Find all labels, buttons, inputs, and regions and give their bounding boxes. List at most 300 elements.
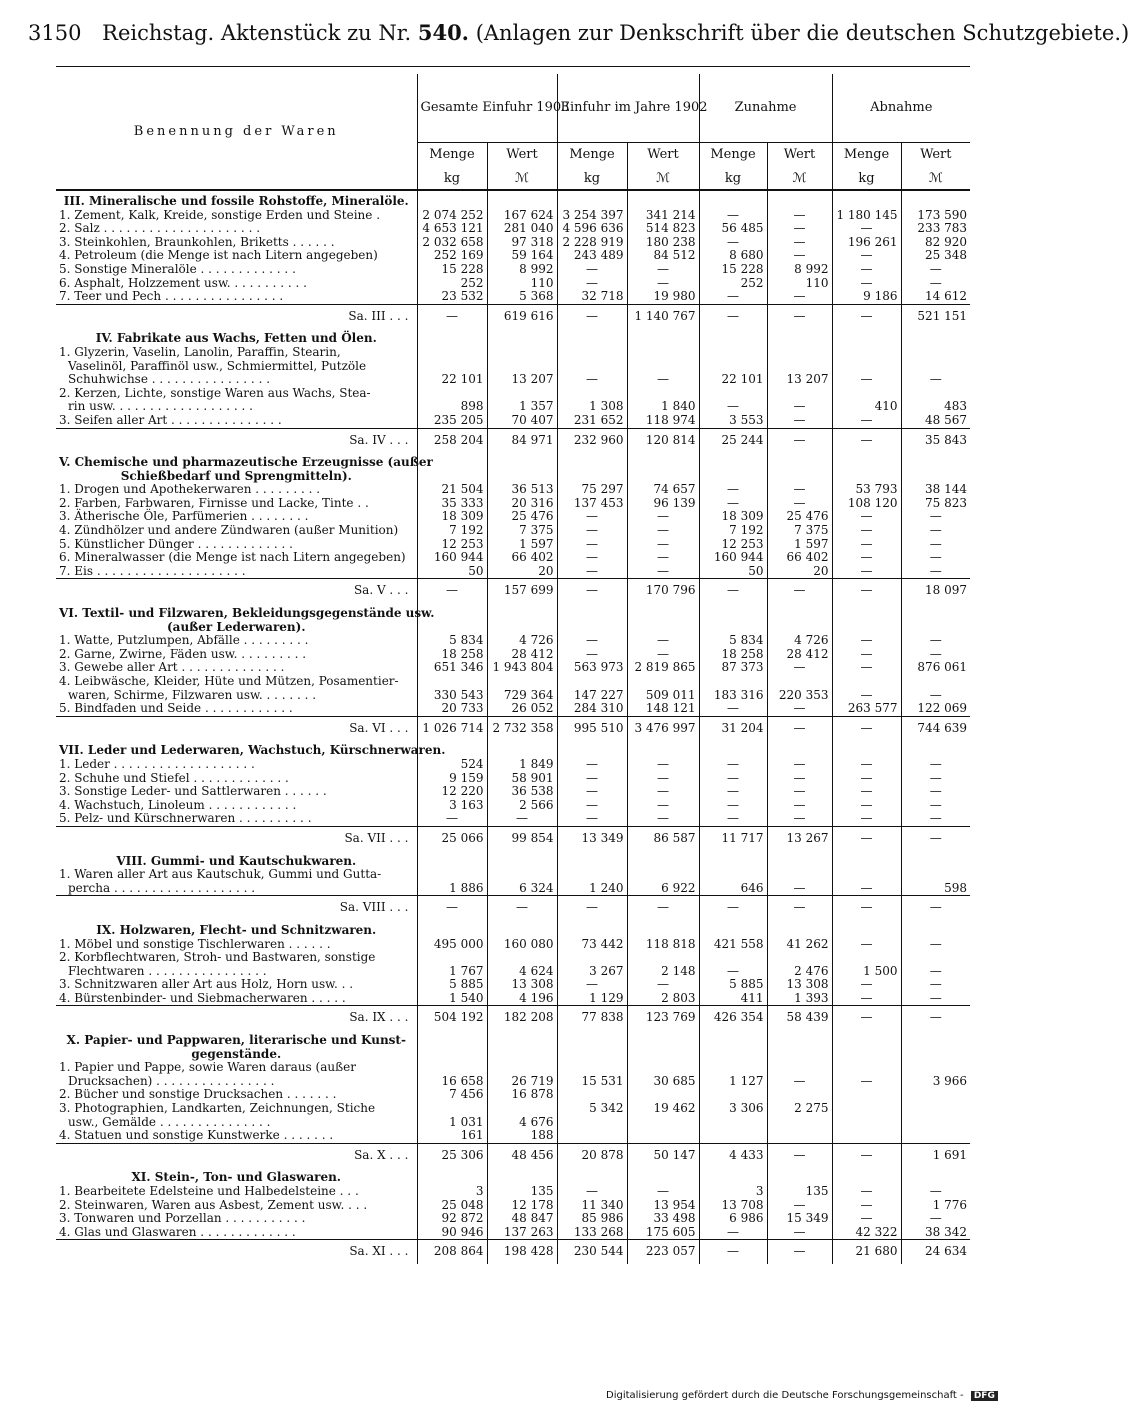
cell-value: 42 322 [832, 1226, 901, 1240]
cell-value [901, 470, 970, 484]
cell-value: — [832, 304, 901, 328]
cell-value: 20 [487, 565, 557, 579]
cell-value: 898 [417, 400, 487, 414]
section-header-row [56, 603, 970, 621]
cell-value [627, 328, 699, 346]
table-row [56, 1061, 970, 1075]
table-row [56, 758, 970, 772]
cell-value: 135 [487, 1185, 557, 1199]
cell-value: 258 204 [417, 428, 487, 452]
cell-value: — [699, 483, 767, 497]
cell-value [901, 740, 970, 758]
cell-value: 2 074 252 [417, 209, 487, 223]
row-label: VIII. Gummi- und Kautschukwaren. [116, 853, 357, 868]
cell-value [832, 190, 901, 209]
cell-value: 35 333 [417, 497, 487, 511]
cell-value: — [901, 263, 970, 277]
cell-value: — [767, 236, 832, 250]
cell-value: 32 718 [557, 290, 627, 304]
cell-value: — [767, 304, 832, 328]
cell-value: — [767, 400, 832, 414]
cell-value [767, 190, 832, 209]
cell-value: — [557, 1185, 627, 1199]
cell-value: — [832, 510, 901, 524]
cell-value [627, 1048, 699, 1062]
cell-value [487, 868, 557, 882]
cell-value: — [832, 772, 901, 786]
cell-value: 8 992 [767, 263, 832, 277]
subheader-menge: Menge [832, 142, 901, 168]
cell-value: — [699, 579, 767, 603]
cell-value [832, 920, 901, 938]
cell-value: — [627, 799, 699, 813]
cell-value: 18 309 [417, 510, 487, 524]
cell-value: 58 439 [767, 1006, 832, 1030]
row-label: 2. Schuhe und Stiefel . . . . . . . . . . . . . [59, 770, 289, 785]
cell-value: — [627, 373, 699, 387]
cell-value: 1 540 [417, 992, 487, 1006]
table-body [56, 190, 970, 1264]
cell-value: 5 885 [417, 978, 487, 992]
cell-value: 36 513 [487, 483, 557, 497]
cell-value: 2 476 [767, 965, 832, 979]
cell-value [417, 1048, 487, 1062]
cell-value: — [627, 896, 699, 920]
cell-value: 53 793 [832, 483, 901, 497]
cell-value [557, 1048, 627, 1062]
subheader-menge: Menge [417, 142, 487, 168]
cell-value [699, 868, 767, 882]
cell-value: 148 121 [627, 702, 699, 716]
cell-value: 1 886 [417, 882, 487, 896]
cell-value: 41 262 [767, 938, 832, 952]
cell-value: 330 543 [417, 689, 487, 703]
cell-value: 646 [699, 882, 767, 896]
cell-value [557, 851, 627, 869]
row-label: 4. Zündhölzer und andere Zündwaren (außer Munition) [59, 523, 399, 538]
row-label: 5. Sonstige Mineralöle . . . . . . . . . . . . . [59, 261, 296, 276]
cell-value: 4 676 [487, 1116, 557, 1130]
row-label: 3. Gewebe aller Art . . . . . . . . . . . . . . [59, 660, 285, 675]
row-label: 2. Salz . . . . . . . . . . . . . . . . . . . . . [59, 221, 261, 236]
cell-value: 1 597 [487, 538, 557, 552]
cell-value [699, 951, 767, 965]
cell-value: — [627, 277, 699, 291]
cell-value [699, 920, 767, 938]
cell-value: 426 354 [699, 1006, 767, 1030]
cell-value: 232 960 [557, 428, 627, 452]
cell-value [417, 470, 487, 484]
cell-value [417, 328, 487, 346]
cell-value: 16 878 [487, 1088, 557, 1102]
cell-value: — [767, 497, 832, 511]
row-label: 5. Pelz- und Kürschnerwaren . . . . . . . . . . [59, 811, 312, 826]
row-label: 7. Teer und Pech . . . . . . . . . . . . . . . . [59, 289, 284, 304]
cell-value [901, 920, 970, 938]
cell-value: — [557, 896, 627, 920]
cell-value: 1 776 [901, 1199, 970, 1213]
row-label: 4. Wachstuch, Linoleum . . . . . . . . . . . . [59, 797, 297, 812]
cell-value: 18 258 [699, 648, 767, 662]
cell-value: — [699, 702, 767, 716]
cell-value: 243 489 [557, 249, 627, 263]
cell-value: 4 624 [487, 965, 557, 979]
table-row [56, 346, 970, 360]
cell-value: — [901, 510, 970, 524]
table-row [56, 689, 970, 703]
cell-value: — [557, 510, 627, 524]
cell-value [487, 920, 557, 938]
cell-value [901, 1116, 970, 1130]
cell-value: 22 101 [699, 373, 767, 387]
cell-value: 3 476 997 [627, 716, 699, 740]
cell-value: 118 818 [627, 938, 699, 952]
cell-value [417, 1061, 487, 1075]
row-label: 1. Papier und Pappe, sowie Waren daraus (außer [59, 1060, 356, 1075]
cell-value [767, 328, 832, 346]
cell-value: 410 [832, 400, 901, 414]
cell-value: — [901, 772, 970, 786]
cell-value: — [627, 758, 699, 772]
cell-value: — [557, 277, 627, 291]
cell-value [557, 346, 627, 360]
cell-value: 1 240 [557, 882, 627, 896]
cell-value: — [627, 510, 699, 524]
cell-value: — [901, 896, 970, 920]
cell-value: 12 253 [699, 538, 767, 552]
cell-value: 86 587 [627, 826, 699, 850]
cell-value [901, 387, 970, 401]
cell-value [767, 851, 832, 869]
cell-value [767, 1048, 832, 1062]
cell-value: 25 348 [901, 249, 970, 263]
cell-value [901, 1030, 970, 1048]
cell-value [487, 740, 557, 758]
cell-value [627, 190, 699, 209]
table-row [56, 675, 970, 689]
unit-kg: kg [832, 168, 901, 190]
section-header-row [56, 1167, 970, 1185]
cell-value [901, 1102, 970, 1116]
cell-value [417, 621, 487, 635]
cell-value: 74 657 [627, 483, 699, 497]
cell-value: — [901, 812, 970, 826]
cell-value: — [557, 799, 627, 813]
cell-value: — [699, 772, 767, 786]
cell-value: — [767, 414, 832, 428]
cell-value: — [832, 538, 901, 552]
cell-value: 48 456 [487, 1143, 557, 1167]
cell-value: 1 500 [832, 965, 901, 979]
cell-value: 21 504 [417, 483, 487, 497]
section-header-row [56, 1048, 970, 1062]
cell-value: — [832, 785, 901, 799]
cell-value: 12 253 [417, 538, 487, 552]
cell-value: 16 658 [417, 1075, 487, 1089]
cell-value: 50 [417, 565, 487, 579]
cell-value [557, 360, 627, 374]
cell-value [487, 190, 557, 209]
cell-value: 50 147 [627, 1143, 699, 1167]
cell-value: — [557, 978, 627, 992]
cell-value: 3 163 [417, 799, 487, 813]
cell-value [832, 346, 901, 360]
cell-value: — [557, 785, 627, 799]
cell-value [699, 1048, 767, 1062]
cell-value: — [832, 1185, 901, 1199]
row-label: rin usw. . . . . . . . . . . . . . . . . . . [68, 399, 253, 414]
cell-value: 48 567 [901, 414, 970, 428]
cell-value [901, 452, 970, 470]
cell-value: — [699, 236, 767, 250]
cell-value: — [832, 524, 901, 538]
cell-value [627, 1061, 699, 1075]
row-label: 2. Steinwaren, Waren aus Asbest, Zement usw. . . . [59, 1197, 368, 1212]
cell-value: — [901, 565, 970, 579]
cell-value: 3 [699, 1185, 767, 1199]
subheader-wert: Wert [767, 142, 832, 168]
cell-value: — [627, 565, 699, 579]
cell-value: 13 308 [487, 978, 557, 992]
cell-value: 514 823 [627, 222, 699, 236]
row-label: usw., Gemälde . . . . . . . . . . . . . . . [68, 1114, 271, 1129]
cell-value: — [832, 812, 901, 826]
cell-value [417, 346, 487, 360]
row-label: V. Chemische und pharmazeutische Erzeugnisse (außer [59, 455, 433, 470]
sum-row [56, 428, 970, 452]
cell-value: 2 819 865 [627, 661, 699, 675]
cell-value: — [767, 812, 832, 826]
cell-value: — [901, 524, 970, 538]
cell-value: 87 373 [699, 661, 767, 675]
cell-value [487, 360, 557, 374]
cell-value: 1 140 767 [627, 304, 699, 328]
cell-value: 208 864 [417, 1240, 487, 1264]
cell-value [487, 951, 557, 965]
cell-value: 5 834 [699, 634, 767, 648]
cell-value: 7 375 [487, 524, 557, 538]
cell-value [901, 1088, 970, 1102]
cell-value: 13 207 [767, 373, 832, 387]
cell-value: 744 639 [901, 716, 970, 740]
cell-value: — [699, 799, 767, 813]
cell-value: 24 634 [901, 1240, 970, 1264]
row-label: Flechtwaren . . . . . . . . . . . . . . . . [68, 963, 267, 978]
cell-value: — [901, 1006, 970, 1030]
row-label: Sa. X . . . [56, 1143, 417, 1167]
cell-value: 13 708 [699, 1199, 767, 1213]
cell-value: 99 854 [487, 826, 557, 850]
cell-value: 3 254 397 [557, 209, 627, 223]
section-header-row [56, 470, 970, 484]
section-header-row [56, 621, 970, 635]
table-row [56, 510, 970, 524]
cell-value: 188 [487, 1129, 557, 1143]
import-table [56, 74, 970, 1264]
cell-value: 7 192 [417, 524, 487, 538]
cell-value: — [767, 428, 832, 452]
cell-value: 147 227 [557, 689, 627, 703]
table-row [56, 538, 970, 552]
cell-value: 4 653 121 [417, 222, 487, 236]
row-label: percha . . . . . . . . . . . . . . . . . . . [68, 880, 256, 895]
cell-value [901, 603, 970, 621]
cell-value: 15 531 [557, 1075, 627, 1089]
footer [606, 1390, 998, 1401]
cell-value [487, 452, 557, 470]
cell-value [767, 1116, 832, 1130]
cell-value: 33 498 [627, 1212, 699, 1226]
cell-value: 233 783 [901, 222, 970, 236]
cell-value [627, 920, 699, 938]
row-label: X. Papier- und Pappwaren, literarische und Kunst- [66, 1033, 406, 1048]
cell-value: — [832, 579, 901, 603]
cell-value: — [767, 249, 832, 263]
cell-value [901, 621, 970, 635]
cell-value: 25 244 [699, 428, 767, 452]
row-label: 1. Möbel und sonstige Tischlerwaren . . . . . . [59, 936, 331, 951]
cell-value: 619 616 [487, 304, 557, 328]
table-row [56, 1226, 970, 1240]
table-row [56, 702, 970, 716]
cell-value: 2 732 358 [487, 716, 557, 740]
cell-value: 483 [901, 400, 970, 414]
cell-value: 995 510 [557, 716, 627, 740]
cell-value [832, 387, 901, 401]
row-label: 2. Farben, Farbwaren, Firnisse und Lacke, Tinte . . [59, 495, 369, 510]
cell-value: — [487, 896, 557, 920]
cell-value: 1 026 714 [417, 716, 487, 740]
cell-value: 58 901 [487, 772, 557, 786]
cell-value: — [699, 758, 767, 772]
cell-value: 5 368 [487, 290, 557, 304]
cell-value: 252 [417, 277, 487, 291]
cell-value [699, 740, 767, 758]
cell-value [767, 1030, 832, 1048]
cell-value: — [767, 702, 832, 716]
cell-value [832, 1061, 901, 1075]
unit-mark: ℳ [627, 168, 699, 190]
table-row [56, 1129, 970, 1143]
cell-value [487, 470, 557, 484]
cell-value: — [832, 551, 901, 565]
table-row [56, 290, 970, 304]
cell-value: 23 532 [417, 290, 487, 304]
sum-row [56, 1143, 970, 1167]
section-header-row [56, 452, 970, 470]
cell-value [901, 1061, 970, 1075]
cell-value: 18 258 [417, 648, 487, 662]
cell-value [901, 851, 970, 869]
cell-value [832, 621, 901, 635]
cell-value [767, 621, 832, 635]
cell-value: 495 000 [417, 938, 487, 952]
cell-value: 28 412 [767, 648, 832, 662]
table-row [56, 249, 970, 263]
row-label: Sa. III . . . [56, 304, 417, 328]
cell-value [901, 360, 970, 374]
cell-value: — [767, 1226, 832, 1240]
cell-value: — [832, 1199, 901, 1213]
row-label: 1. Drogen und Apothekerwaren . . . . . . . . . [59, 482, 321, 497]
cell-value: — [901, 551, 970, 565]
sum-row [56, 716, 970, 740]
cell-value: 22 101 [417, 373, 487, 387]
cell-value: 170 796 [627, 579, 699, 603]
cell-value [832, 1102, 901, 1116]
row-label: 6. Mineralwasser (die Menge ist nach Litern angegeben) [59, 550, 406, 565]
cell-value [767, 470, 832, 484]
cell-value: — [901, 277, 970, 291]
cell-value: — [557, 551, 627, 565]
cell-value [417, 951, 487, 965]
cell-value: 1 127 [699, 1075, 767, 1089]
table-row [56, 648, 970, 662]
sum-row [56, 1240, 970, 1264]
cell-value: — [832, 978, 901, 992]
cell-value: — [699, 812, 767, 826]
cell-value: 1 597 [767, 538, 832, 552]
cell-value: — [557, 524, 627, 538]
cell-value [417, 675, 487, 689]
subheader-wert: Wert [487, 142, 557, 168]
cell-value [417, 387, 487, 401]
cell-value: 180 238 [627, 236, 699, 250]
cell-value: 26 052 [487, 702, 557, 716]
cell-value [417, 1030, 487, 1048]
cell-value: 25 048 [417, 1199, 487, 1213]
cell-value: 133 268 [557, 1226, 627, 1240]
cell-value: — [901, 965, 970, 979]
cell-value: — [627, 538, 699, 552]
cell-value: — [557, 648, 627, 662]
row-label: 2. Garne, Zwirne, Fäden usw. . . . . . . . . . [59, 646, 307, 661]
unit-mark: ℳ [487, 168, 557, 190]
cell-value: 13 349 [557, 826, 627, 850]
cell-value: — [832, 263, 901, 277]
row-label: III. Mineralische und fossile Rohstoffe, Mineralöle. [63, 194, 409, 208]
row-label: (außer Lederwaren). [167, 619, 306, 634]
sum-row [56, 826, 970, 850]
cell-value [832, 951, 901, 965]
cell-value: — [767, 209, 832, 223]
cell-value: — [832, 634, 901, 648]
cell-value: 75 823 [901, 497, 970, 511]
cell-value: 59 164 [487, 249, 557, 263]
cell-value [557, 1030, 627, 1048]
cell-value [767, 346, 832, 360]
cell-value: 235 205 [417, 414, 487, 428]
cell-value: — [901, 689, 970, 703]
cell-value [557, 387, 627, 401]
cell-value: 411 [699, 992, 767, 1006]
cell-value [699, 851, 767, 869]
table-row [56, 812, 970, 826]
cell-value [627, 603, 699, 621]
table-row [56, 222, 970, 236]
cell-value [627, 1129, 699, 1143]
cell-value: — [832, 799, 901, 813]
cell-value [487, 1061, 557, 1075]
cell-value [901, 1129, 970, 1143]
cell-value: — [901, 826, 970, 850]
cell-value: 4 726 [767, 634, 832, 648]
table-row [56, 868, 970, 882]
section-header-row [56, 1030, 970, 1048]
table-row [56, 978, 970, 992]
cell-value: 77 838 [557, 1006, 627, 1030]
sum-row [56, 579, 970, 603]
